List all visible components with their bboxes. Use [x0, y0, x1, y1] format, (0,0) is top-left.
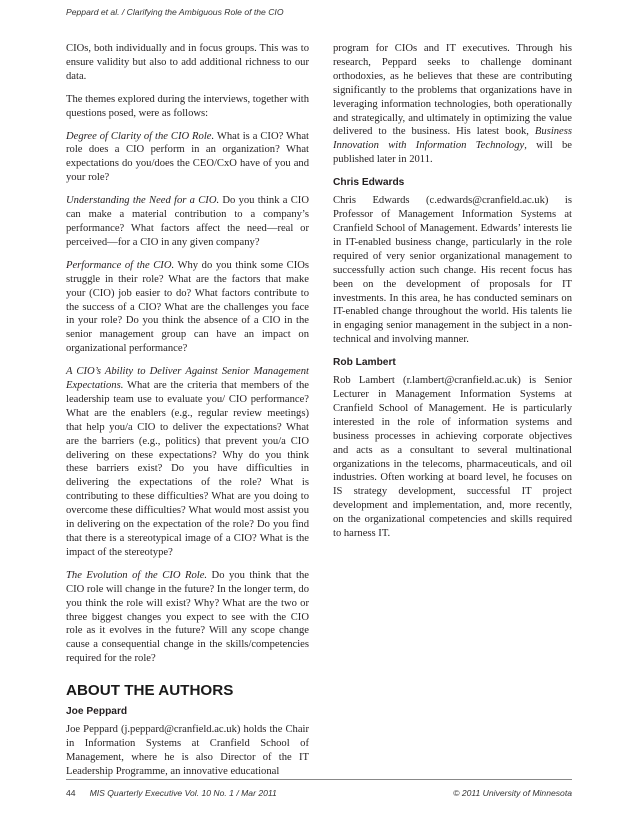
- theme-paragraph: [66, 194, 309, 250]
- intro-paragraph: CIOs, both individually and in focus groups. This was to ensure validity but also to add additional richness to our data.: [66, 43, 309, 82]
- theme-body: Do you think a CIO can make a material contribution to a company’s performance? What factors affect the need—real or perceived—for a CIO in any given company?: [66, 195, 309, 248]
- theme-paragraph: [66, 130, 309, 186]
- theme-lead: The Evolution of the CIO Role.: [66, 569, 208, 581]
- footer-journal: [66, 788, 277, 798]
- theme-paragraph: [66, 569, 309, 666]
- themes-intro-paragraph: The themes explored during the interviews, together with questions posed, were as follows:: [66, 93, 309, 119]
- theme-body: What are the criteria that members of the leadership team use to evaluate you/ CIO performance? What are the enablers (e.g., regular review meetings) that help you/a CIO to deliver the expectations? What are the barriers (e.g., politics) that prevent you/a CIO delivering on these expectations? Why do you think these barriers exist? Do you have difficulties in delivering the expectations of the role? What is contributing to these difficulties? What are you doing to overcome these difficulties? What would most assist you in delivering on the expectation of the role? Do you find that there is a stereotypical image of a CIO? What is the impact of the stereotype?: [66, 380, 309, 558]
- theme-paragraph: [66, 365, 309, 560]
- theme-body: What is a CIO? What role does a CIO perform in an organization? What expectations do you/does the CEO/CxO have of you and your role?: [66, 130, 309, 184]
- theme-lead: Degree of Clarity of the CIO Role.: [66, 130, 215, 142]
- left-column: [66, 42, 309, 788]
- bio-text: , will be published later in 2011.: [333, 140, 572, 166]
- author-name-lambert: Rob Lambert: [333, 357, 396, 369]
- bio-text: program for CIOs and IT executives. Through his research, Peppard seeks to challenge dominant orthodoxies, as he believes that these are contributing significantly to the problems that organizations have in leveraging information technologies, both operationally and strategically, and ultimately in optimizing the value delivered to the business. His latest book,: [333, 43, 572, 138]
- running-head: Peppard et al. / Clarifying the Ambiguous Role of the CIO: [66, 7, 284, 17]
- page-number: 44: [66, 788, 76, 798]
- theme-paragraph: [66, 259, 309, 356]
- theme-body: Do you think that the CIO role will change in the future? In the longer term, do you think the role will exist? Why? What are the two or three biggest changes you expect to see with the CIO role as it evolves in the future? Will any scope change cause a consequential change in the skills/competencies required for the role?: [66, 569, 309, 665]
- theme-lead: A CIO’s Ability to Deliver Against Senior Management Expectations.: [66, 366, 309, 392]
- footer-rule: [66, 779, 572, 780]
- author-name-peppard: Joe Peppard: [66, 706, 128, 718]
- author-bio-lambert: Rob Lambert (r.lambert@cranfield.ac.uk) is Senior Lecturer in Management Information Systems at Cranfield School of Management. He is particularly interested in the role of information systems and business processes in achieving corporate objectives and acts as a consultant to several multinational organizations in the telecoms, pharmaceuticals, and oil industries. Often working at board level, he focuses on IS strategy development, successful IT project development and implementation, and, more recently, on the organizational competencies and skills required to harness IT.: [333, 375, 572, 540]
- footer-copyright: © 2011 University of Minnesota: [453, 788, 572, 798]
- author-bio-peppard-continued: [333, 42, 572, 167]
- theme-body: Why do you think some CIOs struggle in their role? What are the factors that make your (CIO) job easier to do? What factors contribute to the success of a CIO? What are the challenges you face in your role? Do you think the absence of a CIO in the senior management group can have an impact on organizational performance?: [66, 259, 309, 355]
- journal-citation: MIS Quarterly Executive Vol. 10 No. 1 / Mar 2011: [89, 788, 277, 798]
- author-bio-edwards: Chris Edwards (c.edwards@cranfield.ac.uk) is Professor of Management Information Systems at Cranfield School of Management. Edwards’ interests lie in IT-enabled business change, particularly in the role required of very senior organizational management to successfully action such change. His recent focus has been on the development of proposals for IT investments. In this area, he has conducted seminars on IT-enabled change throughout the world. His talents lie in engaging senior management in the subject in a non-technical and involving manner.: [333, 195, 572, 346]
- theme-lead: Performance of the CIO.: [66, 259, 175, 271]
- book-title: Business Innovation with Information Technology: [333, 126, 572, 152]
- author-name-edwards: Chris Edwards: [333, 177, 405, 189]
- author-bio-peppard: Joe Peppard (j.peppard@cranfield.ac.uk) holds the Chair in Information Systems at Cranfield School of Management, where he is also Director of the IT Leadership Programme, an innovative educational: [66, 724, 309, 777]
- right-column: [333, 42, 572, 550]
- theme-lead: Understanding the Need for a CIO.: [66, 195, 220, 207]
- about-authors-heading: ABOUT THE AUTHORS: [66, 682, 234, 700]
